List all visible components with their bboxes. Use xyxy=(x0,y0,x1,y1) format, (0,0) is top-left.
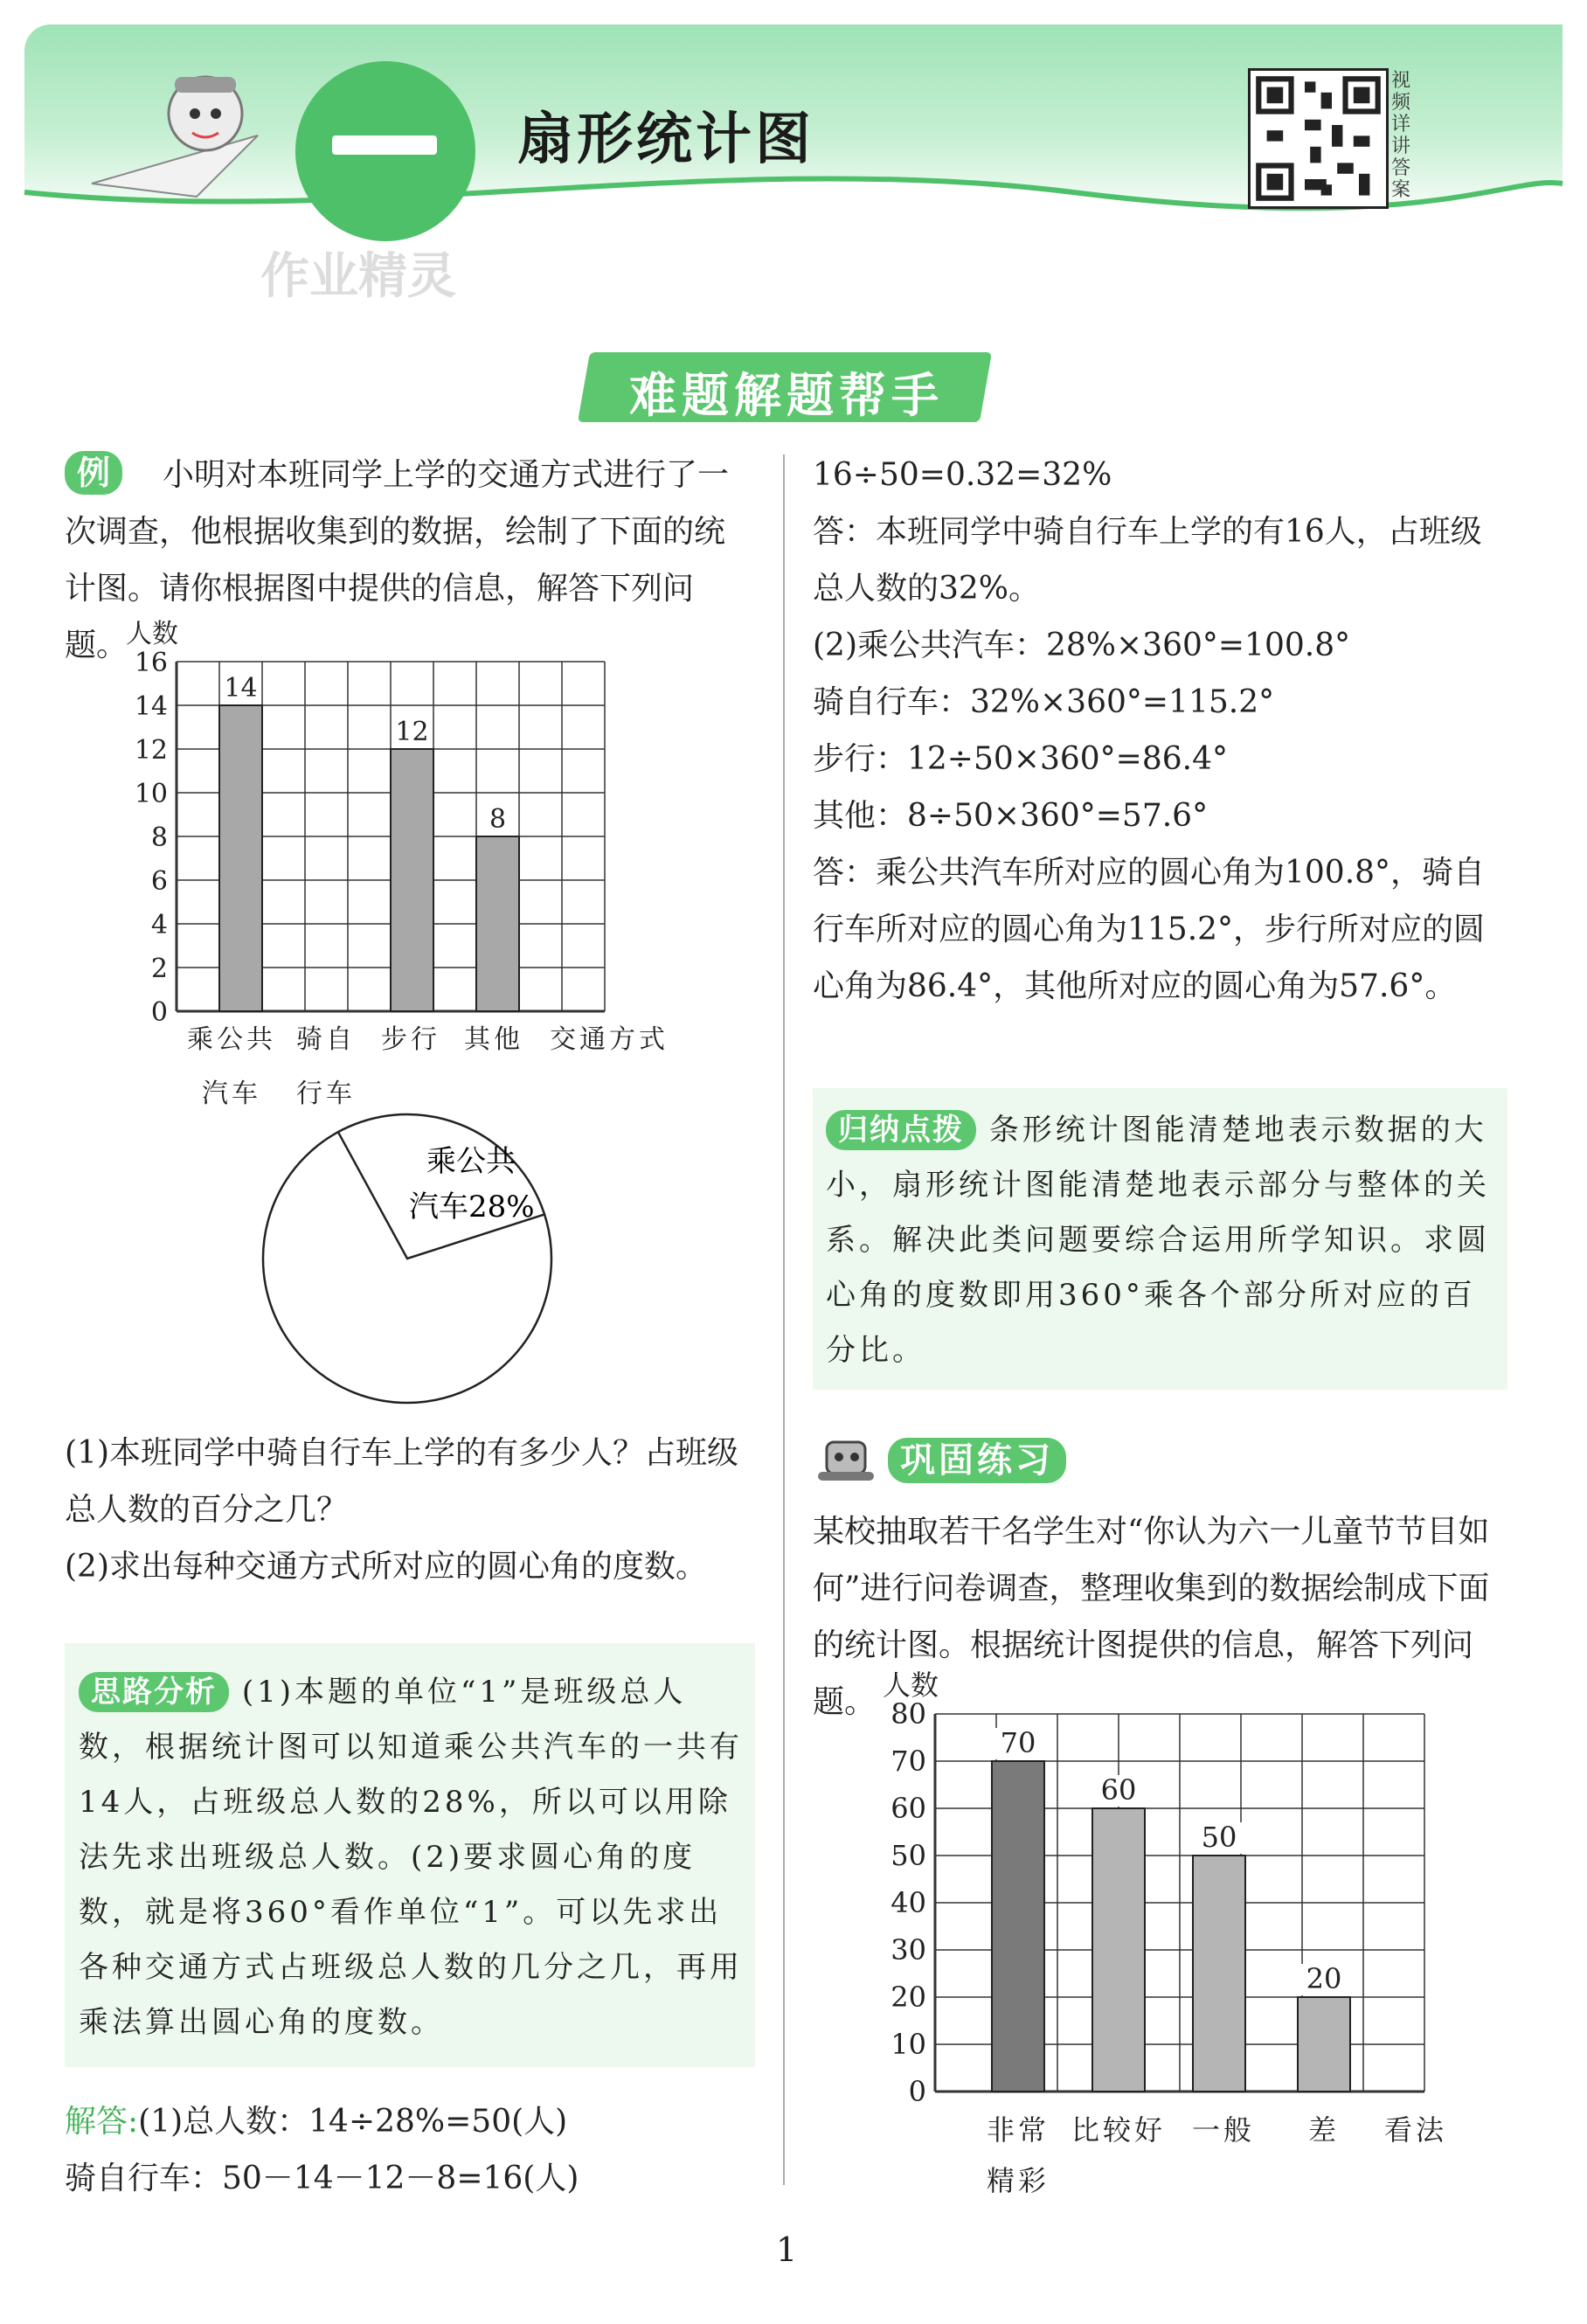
x-axis-label: 交通方式 xyxy=(550,1024,669,1055)
practice-header xyxy=(888,1438,1066,1483)
y-tick-label: 40 xyxy=(891,1886,926,1919)
pie-label-line1: 乘公共 xyxy=(426,1144,516,1179)
y-tick-label: 80 xyxy=(891,1697,926,1731)
y-tick-label: 10 xyxy=(891,2028,926,2061)
bar-0 xyxy=(992,1761,1044,2092)
data-label-2: 50 xyxy=(1201,1821,1237,1854)
category-label-2: 一般 xyxy=(1191,2113,1256,2147)
data-label-2: 12 xyxy=(395,717,429,747)
bar-2 xyxy=(391,749,433,1011)
y-tick-label: 16 xyxy=(134,648,168,678)
unit-number xyxy=(332,135,437,155)
bar-0 xyxy=(219,705,262,1011)
y-tick-label: 60 xyxy=(891,1792,926,1825)
y-tick-label: 14 xyxy=(134,691,168,722)
qr-code[interactable] xyxy=(1248,68,1389,209)
answer-line-1: (1)总人数：14÷28%=50(人) xyxy=(138,2104,568,2140)
practice-tag: 巩固练习 xyxy=(888,1438,1066,1483)
y-tick-label: 10 xyxy=(134,779,168,809)
bar-3 xyxy=(1298,1997,1350,2092)
data-label-3: 20 xyxy=(1306,1962,1342,1995)
category-label-0: 非常 xyxy=(986,2113,1050,2147)
tip-text: 条形统计图能清楚地表示数据的大小，扇形统计图能清楚地表示部分与整体的关系。解决此类问题要综合运用所学知识。求圆心角的度数即用360°乘各个部分所对应的百分比。 xyxy=(826,1113,1490,1368)
think-tag: 思路分析 xyxy=(79,1672,229,1712)
data-label-3: 8 xyxy=(489,804,507,835)
category-label-3: 其他 xyxy=(464,1024,523,1055)
category-label-1: 比较好 xyxy=(1071,2113,1167,2147)
question-2: (2)求出每种交通方式所对应的圆心角的度数。 xyxy=(65,1549,707,1585)
answer-line-2: 骑自行车：50－14－12－8=16(人) xyxy=(65,2161,579,2196)
category-label-2: 步行 xyxy=(381,1024,440,1055)
answer-line-3: 16÷50=0.32=32% xyxy=(813,457,1112,493)
think-analysis xyxy=(79,1665,743,2050)
watermark: 作业精灵 xyxy=(260,248,456,305)
example-tag-label: 例 xyxy=(65,451,122,495)
answer-tag: 解答: xyxy=(65,2104,139,2140)
page-number: 1 xyxy=(776,2230,798,2269)
answer-line-9: 答：乘公共汽车所对应的圆心角为100.8°，骑自行车所对应的圆心角为115.2°，步行所对应的圆心角为86.4°，其他所对应的圆心角为57.6°。 xyxy=(813,855,1486,1004)
chapter-title: 扇形统计图 xyxy=(517,108,814,172)
y-tick-label: 8 xyxy=(150,822,168,853)
y-tick-label: 30 xyxy=(891,1933,926,1967)
answer-left xyxy=(65,2093,755,2207)
category-label-3: 差 xyxy=(1307,2113,1341,2147)
answer-line-6: 骑自行车：32%×360°=115.2° xyxy=(813,684,1275,720)
y-axis-label: 人数 xyxy=(882,1668,939,1702)
y-axis-label: 人数 xyxy=(126,619,178,649)
data-label-0: 70 xyxy=(1000,1726,1036,1759)
example-text-content: 小明对本班同学上学的交通方式进行了一次调查，他根据收集到的数据，绘制了下面的统计图。请你根据图中提供的信息，解答下列问题。 xyxy=(65,457,730,663)
category-label-0: 精彩 xyxy=(986,2164,1050,2197)
example-tag xyxy=(65,451,122,495)
tip-tag: 归纳点拨 xyxy=(826,1110,976,1150)
y-tick-label: 50 xyxy=(891,1839,926,1872)
data-label-1: 60 xyxy=(1100,1773,1137,1807)
y-tick-label: 2 xyxy=(150,954,168,984)
category-label-1: 骑自 xyxy=(296,1024,356,1055)
y-tick-label: 0 xyxy=(150,997,168,1028)
column-divider xyxy=(783,454,785,2185)
x-axis-label: 看法 xyxy=(1383,2113,1448,2147)
bar-3 xyxy=(476,836,519,1011)
pie-label-line2: 汽车28% xyxy=(409,1190,535,1224)
bar-2 xyxy=(1193,1856,1245,2092)
answer-line-4: 答：本班同学中骑自行车上学的有16人，占班级总人数的32%。 xyxy=(813,514,1482,607)
practice-text: 某校抽取若干名学生对“你认为六一儿童节节目如何”进行问卷调查，整理收集到的数据绘制成下面的统计图。根据统计图提供的信息，解答下列问题。 xyxy=(813,1514,1490,1720)
qr-label: 视频详讲答案 xyxy=(1391,70,1411,201)
answer-right xyxy=(813,447,1512,1015)
bar-chart-opinion xyxy=(882,1668,1494,2207)
y-tick-label: 70 xyxy=(891,1745,926,1778)
y-tick-label: 20 xyxy=(891,1981,926,2014)
think-text: (1)本题的单位“1”是班级总人数，根据统计图可以知道乘公共汽车的一共有14人，占班级总人数的28%，所以可以用除法先求出班级总人数。(2)要求圆心角的度数，就是将360°看作单位“1”。可以先求出各种交通方式占班级总人数的几分之几，再用乘法算出圆心角的度数。 xyxy=(79,1675,743,2040)
section-banner-text: 难题解题帮手 xyxy=(629,368,944,423)
y-tick-label: 0 xyxy=(908,2075,926,2108)
mascot-illustration xyxy=(83,52,293,219)
data-label-0: 14 xyxy=(224,673,258,704)
tip xyxy=(826,1103,1494,1378)
answer-line-5: (2)乘公共汽车：28%×360°=100.8° xyxy=(813,628,1351,663)
category-label-0: 乘公共 xyxy=(187,1024,276,1055)
pie-chart-transport xyxy=(253,1110,568,1425)
bar-1 xyxy=(1092,1808,1145,2092)
bar-chart-transport xyxy=(122,619,699,1109)
question-list xyxy=(65,1425,755,1595)
answer-line-8: 其他：8÷50×360°=57.6° xyxy=(813,798,1209,834)
y-tick-label: 4 xyxy=(150,910,168,940)
category-label-0: 汽车 xyxy=(202,1079,261,1109)
question-1: (1)本班同学中骑自行车上学的有多少人？占班级总人数的百分之几？ xyxy=(65,1435,738,1528)
y-tick-label: 6 xyxy=(150,866,168,897)
y-tick-label: 12 xyxy=(134,735,168,766)
robot-icon xyxy=(814,1433,884,1486)
category-label-1: 行车 xyxy=(296,1079,356,1109)
answer-line-7: 步行：12÷50×360°=86.4° xyxy=(813,741,1228,777)
